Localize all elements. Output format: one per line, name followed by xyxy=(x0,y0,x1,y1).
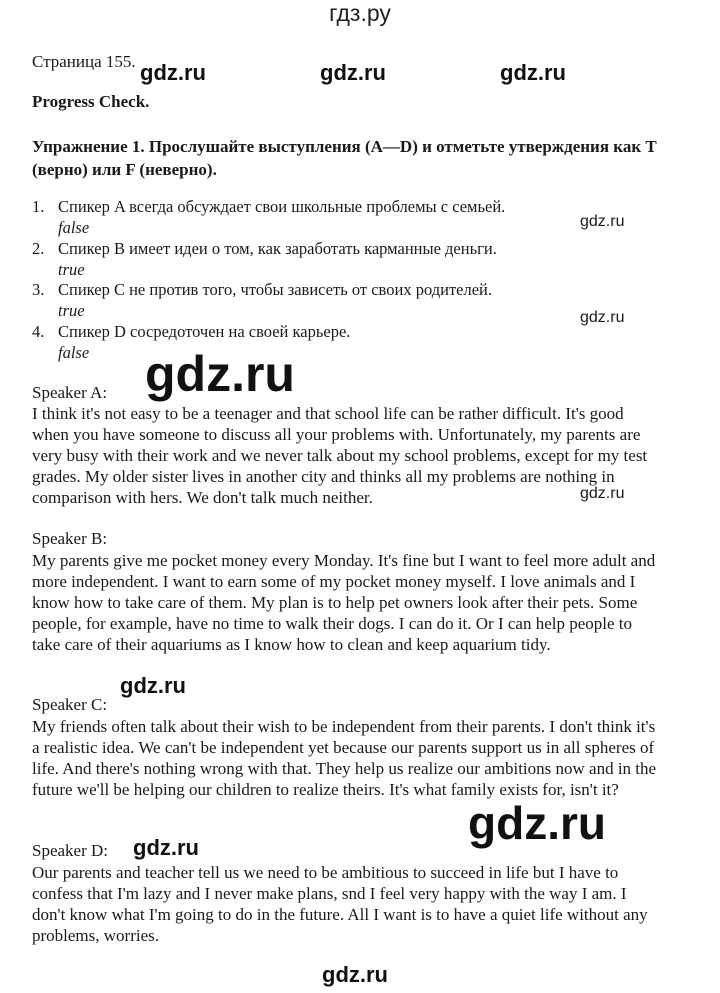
speaker-b-label: Speaker B: xyxy=(32,529,108,548)
question-text: Спикер B имеет идеи о том, как заработать карманные деньги. xyxy=(58,238,497,258)
watermark: gdz.ru xyxy=(322,962,388,987)
exercise-heading: Упражнение 1. Прослушайте выступления (A—D) и отметьте утверждения как T (верно) или F (неверно). xyxy=(32,137,657,179)
watermark: gdz.ru xyxy=(133,835,199,860)
question-answer: false xyxy=(58,342,90,362)
speaker-c-text: My friends often talk about their wish to be independent from their parents. I don't think it's a realistic idea. We can't be independent yet because our parents support us in all spheres of life. And there's nothing wrong with that. They help us realize our ambitions now and in the future we'll be helping our children to realize theirs. It's what family exists for, isn't it? xyxy=(32,717,657,799)
list-item xyxy=(32,197,592,239)
question-number: 4. xyxy=(32,321,45,341)
question-text: Спикер D сосредоточен на своей карьере. xyxy=(58,321,351,341)
question-answer: true xyxy=(58,301,85,320)
list-item xyxy=(32,280,592,322)
question-text: Спикер C не против того, чтобы зависеть от своих родителей. xyxy=(58,280,492,299)
list-item xyxy=(32,239,592,281)
watermark: gdz.ru xyxy=(500,60,566,85)
speaker-a-text: I think it's not easy to be a teenager and that school life can be rather difficult. It's good when you have someone to discuss all your problems with. Unfortunately, my parents are very busy with their work and we never talk about my school problems, except for my test grades. My older sister lives in another city and thinks all my problems are nothing in comparison with hers. We don't talk much neither. xyxy=(32,404,648,507)
watermark: gdz.ru xyxy=(468,797,606,849)
watermark: gdz.ru xyxy=(580,213,625,230)
watermark: gdz.ru xyxy=(145,346,295,402)
watermark: gdz.ru xyxy=(320,60,386,85)
list-item xyxy=(32,322,592,364)
speaker-b-text: My parents give me pocket money every Monday. It's fine but I want to feel more adult and more independent. I want to earn some of my pocket money myself. I love animals and I know how to take care of them. My plan is to help pet owners look after their pets. Some people, for example, have no time to walk their dogs. I can do it. Or I can help people to take care of their aquariums as I know how to clean and keep aquarium tidy. xyxy=(32,551,656,654)
question-number: 2. xyxy=(32,238,45,258)
question-answer: false xyxy=(58,218,90,237)
question-text: Спикер A всегда обсуждает свои школьные проблемы с семьей. xyxy=(58,197,506,216)
page-number: Страница 155. xyxy=(32,52,136,71)
question-list xyxy=(32,197,592,363)
question-number: 3. xyxy=(32,280,45,299)
speaker-d-text: Our parents and teacher tell us we need to be ambitious to succeed in life but I have to confess that I'm lazy and I never make plans, snd I feel very happy with the way I am. I don't know what I'm going to do in the future. All I want is to have a quiet life without any problems, worries. xyxy=(32,863,648,945)
speaker-c-label: Speaker C: xyxy=(32,695,108,714)
watermark: gdz.ru xyxy=(580,485,625,502)
watermark: gdz.ru xyxy=(140,60,206,85)
watermark: gdz.ru xyxy=(120,673,186,698)
question-answer: true xyxy=(58,259,85,279)
watermark: gdz.ru xyxy=(580,309,625,326)
speaker-d-label: Speaker D: xyxy=(32,841,109,860)
question-number: 1. xyxy=(32,197,45,216)
speaker-a-label: Speaker A: xyxy=(32,383,108,402)
section-title: Progress Check. xyxy=(32,92,150,111)
site-header: гдз.ру xyxy=(329,0,391,26)
